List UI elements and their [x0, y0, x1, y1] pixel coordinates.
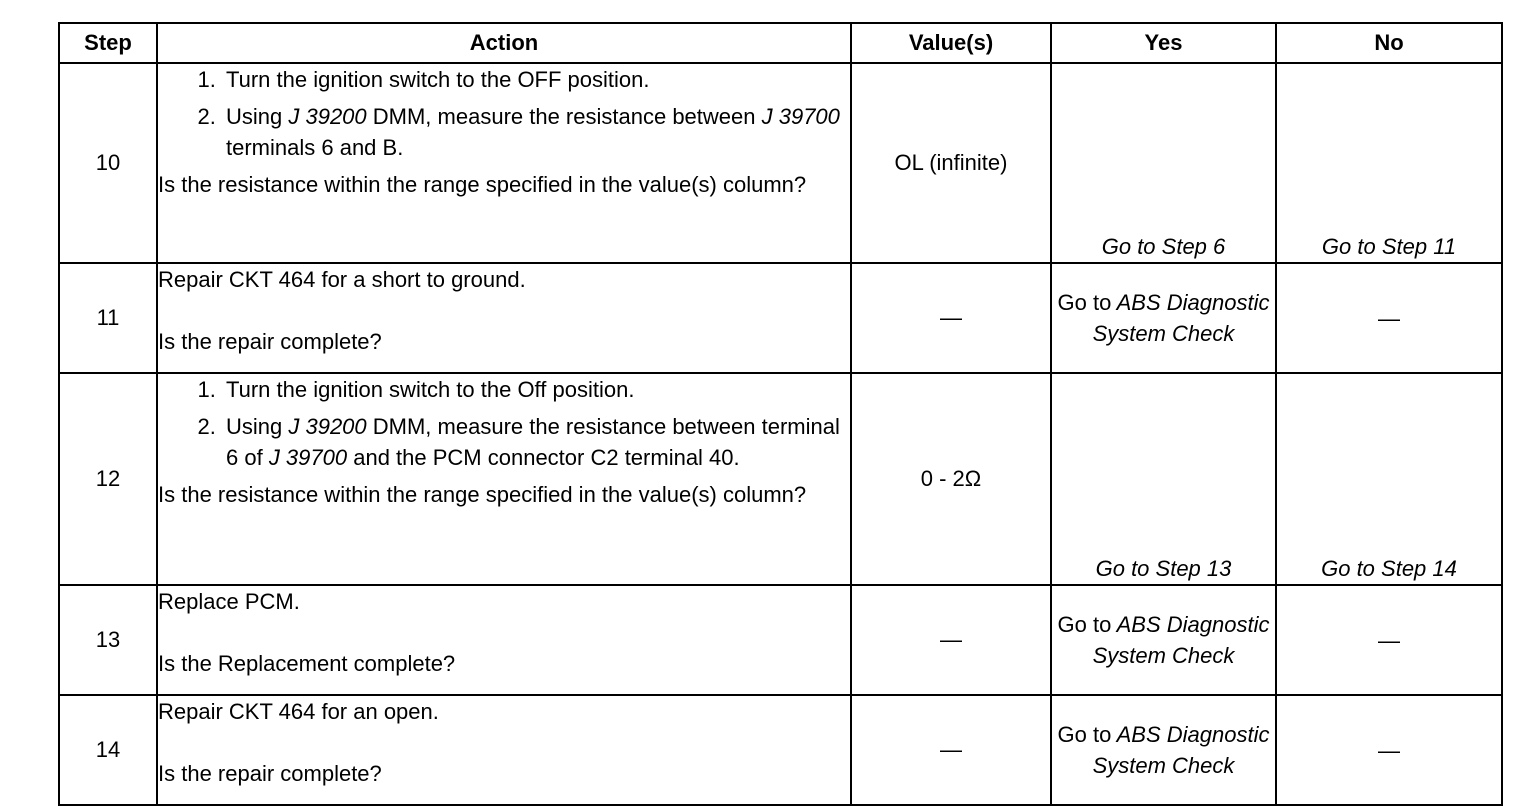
- action-question: Is the repair complete?: [158, 761, 382, 786]
- action-text: Repair CKT 464 for an open.: [158, 699, 439, 724]
- action-steps: [158, 64, 850, 163]
- step-number: 14: [59, 695, 157, 805]
- table-row: [59, 373, 1502, 585]
- action-text: Replace PCM.: [158, 589, 300, 614]
- diagnostic-table: [58, 22, 1503, 806]
- action-steps: [158, 374, 850, 473]
- yes-cell: Go to ABS Diagnostic System Check: [1051, 263, 1276, 373]
- action-step: 1. Turn the ignition switch to the OFF position.: [222, 64, 850, 95]
- yes-link-text: ABS Diagnostic System Check: [1092, 612, 1270, 668]
- action-step: 2. Using J 39200 DMM, measure the resistance between terminal 6 of J 39700 and the PCM connector C2 terminal 40.: [222, 411, 850, 473]
- tool-name: J 39700: [761, 104, 840, 129]
- yes-link-text: ABS Diagnostic System Check: [1092, 290, 1270, 346]
- action-step: 1. Turn the ignition switch to the Off position.: [222, 374, 850, 405]
- yes-cell: Go to Step 6: [1051, 63, 1276, 263]
- action-cell: [157, 373, 851, 585]
- header-no: No: [1276, 23, 1502, 63]
- step-number: 11: [59, 263, 157, 373]
- value-cell: [851, 695, 1051, 805]
- action-cell: [157, 695, 851, 805]
- table-row: [59, 695, 1502, 805]
- dash: —: [940, 305, 962, 330]
- tool-name: J 39200: [288, 414, 367, 439]
- header-values: Value(s): [851, 23, 1051, 63]
- header-row: [59, 23, 1502, 63]
- action-question: Is the repair complete?: [158, 329, 382, 354]
- no-cell: Go to Step 11: [1276, 63, 1502, 263]
- yes-cell: Go to Step 13: [1051, 373, 1276, 585]
- value-cell: [851, 585, 1051, 695]
- action-text: Repair CKT 464 for a short to ground.: [158, 267, 526, 292]
- yes-link-text: ABS Diagnostic System Check: [1092, 722, 1270, 778]
- dash: —: [940, 737, 962, 762]
- tool-name: J 39200: [288, 104, 367, 129]
- table-row: [59, 63, 1502, 263]
- header-action: Action: [157, 23, 851, 63]
- step-number: 13: [59, 585, 157, 695]
- step-number: 10: [59, 63, 157, 263]
- dash: —: [1378, 737, 1400, 763]
- value-cell: OL (infinite): [851, 63, 1051, 263]
- value-cell: 0 - 2Ω: [851, 373, 1051, 585]
- header-step: Step: [59, 23, 157, 63]
- action-cell: [157, 63, 851, 263]
- yes-cell: Go to ABS Diagnostic System Check: [1051, 585, 1276, 695]
- no-cell: [1276, 695, 1502, 805]
- action-question: Is the resistance within the range specified in the value(s) column?: [158, 482, 807, 507]
- dash: —: [940, 627, 962, 652]
- dash: —: [1378, 305, 1400, 331]
- no-cell: [1276, 585, 1502, 695]
- action-question: Is the resistance within the range specified in the value(s) column?: [158, 172, 807, 197]
- action-step: 2. Using J 39200 DMM, measure the resistance between J 39700 terminals 6 and B.: [222, 101, 850, 163]
- no-cell: [1276, 263, 1502, 373]
- no-cell: Go to Step 14: [1276, 373, 1502, 585]
- dash: —: [1378, 627, 1400, 653]
- tool-name: J 39700: [268, 445, 348, 470]
- value-cell: [851, 263, 1051, 373]
- table-row: [59, 585, 1502, 695]
- yes-cell: Go to ABS Diagnostic System Check: [1051, 695, 1276, 805]
- action-question: Is the Replacement complete?: [158, 651, 456, 676]
- header-yes: Yes: [1051, 23, 1276, 63]
- action-cell: [157, 585, 851, 695]
- table-row: [59, 263, 1502, 373]
- step-number: 12: [59, 373, 157, 585]
- action-cell: [157, 263, 851, 373]
